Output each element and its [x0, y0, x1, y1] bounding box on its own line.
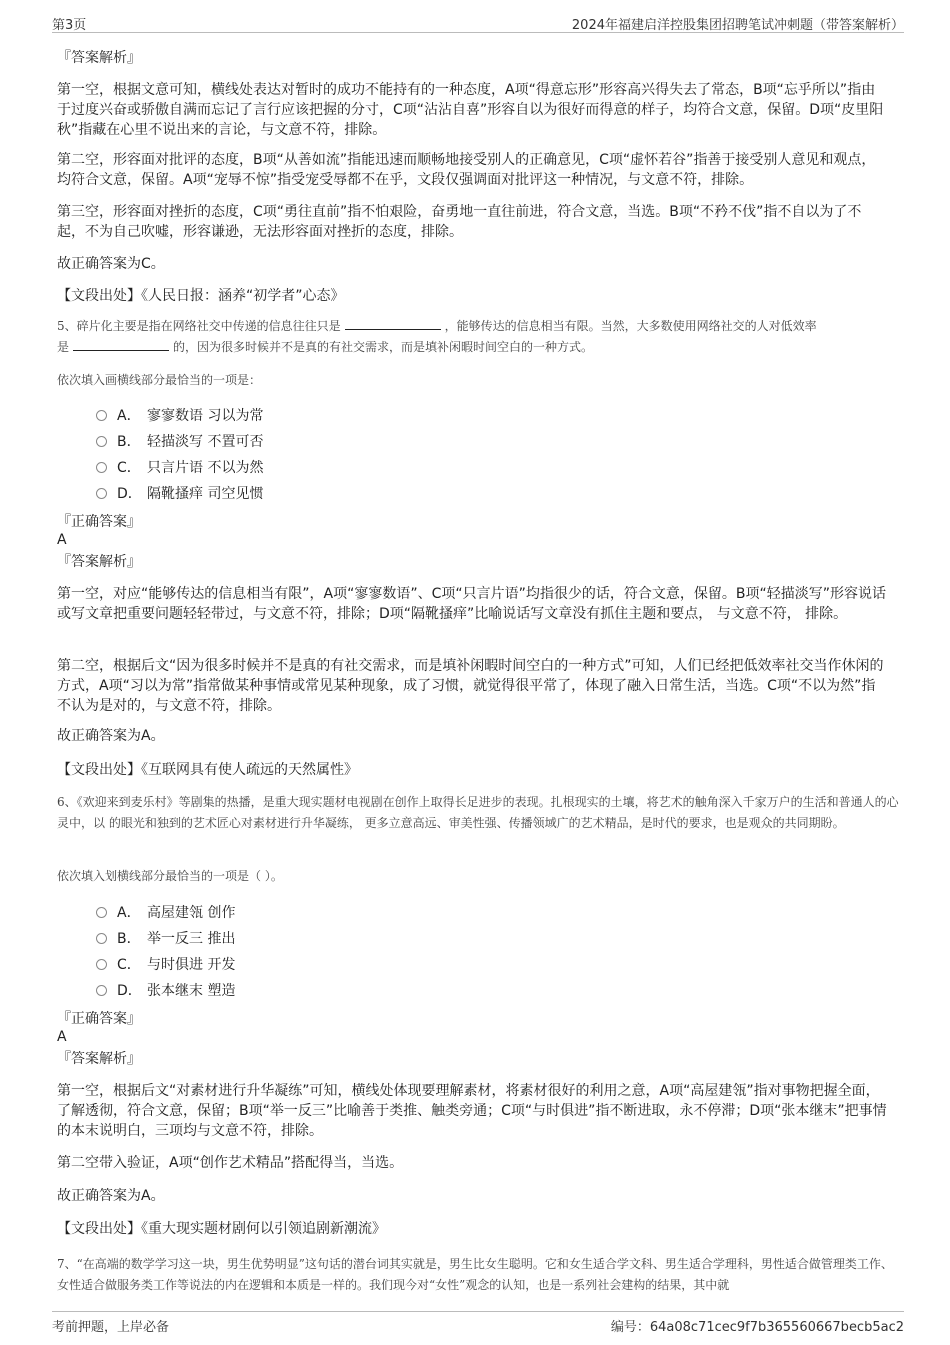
option-c[interactable]: C． 只言片语 不以为然: [96, 458, 263, 478]
radio-icon[interactable]: [96, 462, 107, 473]
question-stem: 5、碎片化主要是指在网络社交中传递的信息往往只是 ，能够传达的信息相当有限。当然，大多数使用网络社交的人对低效率 是 的，因为很多时候并不是真的有社交需求，而是填补闲暇时间空白的一种方式。: [57, 319, 817, 354]
question-stem: 6、《欢迎来到麦乐村》等剧集的热播，是重大现实题材电视剧在创作上取得长足进步的表现。扎根现实的土壤，将艺术的触角深入千家万户的生活和普通人的心灵中，以 的眼光和独到的艺术匠心对素材进行升华凝练， 更多立意高远、审美性强、传播领域广的艺术精品，是时代的要求，也是观众的共同期盼。: [57, 795, 899, 830]
document-id: 编号：64a08c71cec9f7b365560667becb5ac2: [610, 1320, 904, 1335]
analysis-paragraph: 第三空，形容面对挫折的态度，C项“勇往直前”指不怕艰险，奋勇地一直往前进，符合文意，当选。B项“不矜不伐”指不自以为了不起，不为自己吹嘘，形容谦逊，无法形容面对挫折的态度，排除。: [57, 204, 862, 240]
question-prompt: 依次填入画横线部分最恰当的一项是：: [57, 373, 262, 387]
analysis-paragraph: 第一空，对应“能够传达的信息相当有限”，A项“寥寥数语”、C项“只言片语”均指很少的话，符合文意，保留。B项“轻描淡写”形容说话或写文章把重要问题轻轻带过，与文意不符，排除；D项“隔靴搔痒”比喻说话写文章没有抓住主题和要点， 与文意不符， 排除。: [57, 586, 886, 622]
radio-icon[interactable]: [96, 488, 107, 499]
analysis-label: 『答案解析』: [57, 1051, 141, 1067]
correct-answer: A: [57, 1029, 67, 1045]
option-d[interactable]: D． 隔靴搔痒 司空见惯: [96, 484, 263, 504]
answer-label: 『正确答案』: [57, 1011, 141, 1027]
option-b[interactable]: B． 举一反三 推出: [96, 929, 235, 949]
analysis-paragraph: 第二空带入验证，A项“创作艺术精品”搭配得当，当选。: [57, 1155, 404, 1171]
blank-line: [73, 338, 169, 351]
source-citation: 【文段出处】《重大现实题材剧何以引领追剧新潮流》: [57, 1221, 386, 1237]
page-header: [52, 14, 904, 33]
blank-line: [345, 317, 441, 330]
radio-icon[interactable]: [96, 985, 107, 996]
analysis-paragraph: 第二空，形容面对批评的态度，B项“从善如流”指能迅速而顺畅地接受别人的正确意见，C项“虚怀若谷”指善于接受别人意见和观点，均符合文意，保留。A项“宠辱不惊”指受宠受辱都不在乎，文段仅强调面对批评这一种情况，与文意不符，排除。: [57, 152, 876, 188]
question-prompt: 依次填入划横线部分最恰当的一项是（ ）。: [57, 869, 283, 883]
answer-conclusion: 故正确答案为A。: [57, 728, 165, 744]
analysis-paragraph: 第二空，根据后文“因为很多时候并不是真的有社交需求，而是填补闲暇时间空白的一种方式”可知，人们已经把低效率社交当作休闲的方式，A项“习以为常”指常做某种事情或常见某种现象，成了习惯，就觉得很平常了，体现了融入日常生活，当选。C项“不以为然”指不认为是对的，与文意不符，排除。: [57, 658, 884, 714]
radio-icon[interactable]: [96, 907, 107, 918]
analysis-paragraph: 第一空，根据文意可知，横线处表达对暂时的成功不能持有的一种态度，A项“得意忘形”形容高兴得失去了常态，B项“忘乎所以”指由于过度兴奋或骄傲自满而忘记了言行应该把握的分寸，C项“沾沾自喜”形容自以为很好而得意的样子，均符合文意，保留。D项“皮里阳秋”指藏在心里不说出来的言论，与文意不符，排除。: [57, 82, 884, 138]
analysis-label: 『答案解析』: [57, 554, 141, 570]
option-a[interactable]: A． 高屋建瓴 创作: [96, 903, 235, 923]
question-stem: 7、“在高端的数学学习这一块，男生优势明显”这句话的潜台词其实就是，男生比女生聪明。它和女生适合学文科、男生适合学理科，男性适合做管理类工作、女性适合做服务类工作等说法的内在逻辑和本质是一样的。我们现今对“女性”观念的认知，也是一系列社会建构的结果，其中就: [57, 1257, 893, 1292]
page-number: 第3页: [52, 18, 87, 33]
answer-label: 『正确答案』: [57, 514, 141, 530]
radio-icon[interactable]: [96, 410, 107, 421]
page-footer: [52, 1311, 904, 1335]
option-a[interactable]: A． 寥寥数语 习以为常: [96, 406, 263, 426]
source-citation: 【文段出处】《人民日报：涵养“初学者”心态》: [57, 288, 345, 304]
analysis-label: 『答案解析』: [57, 50, 141, 66]
option-b[interactable]: B． 轻描淡写 不置可否: [96, 432, 263, 452]
radio-icon[interactable]: [96, 933, 107, 944]
answer-conclusion: 故正确答案为C。: [57, 256, 165, 272]
option-c[interactable]: C． 与时俱进 开发: [96, 955, 235, 975]
document-title: 2024年福建启洋控股集团招聘笔试冲刺题（带答案解析）: [571, 18, 904, 33]
option-d[interactable]: D． 张本继末 塑造: [96, 981, 235, 1001]
footer-slogan: 考前押题，上岸必备: [52, 1320, 170, 1335]
analysis-paragraph: 第一空，根据后文“对素材进行升华凝练”可知，横线处体现要理解素材，将素材很好的利用之意，A项“高屋建瓴”指对事物把握全面，了解透彻，符合文意，保留；B项“举一反三”比喻善于类推、触类旁通；C项“与时俱进”指不断进取，永不停滞；D项“张本继末”把事情的本末说明白，三项均与文意不符，排除。: [57, 1083, 887, 1139]
answer-conclusion: 故正确答案为A。: [57, 1188, 165, 1204]
source-citation: 【文段出处】《互联网具有使人疏远的天然属性》: [57, 762, 358, 778]
correct-answer: A: [57, 532, 67, 548]
radio-icon[interactable]: [96, 959, 107, 970]
radio-icon[interactable]: [96, 436, 107, 447]
